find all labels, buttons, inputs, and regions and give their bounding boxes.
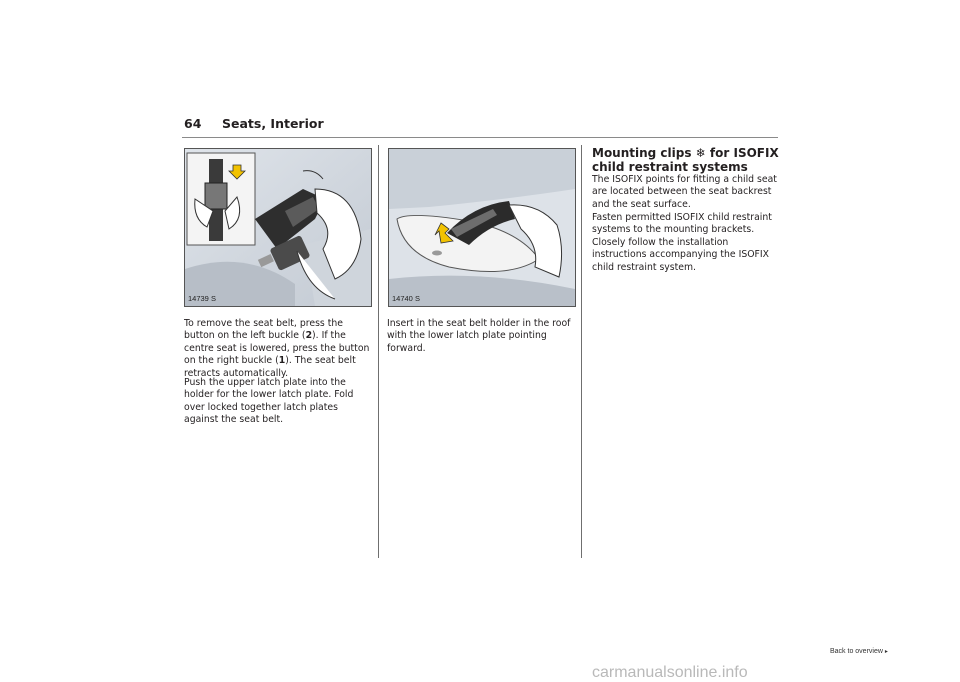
- column-divider-2: [581, 145, 582, 558]
- back-to-overview-label[interactable]: Back to overview: [830, 648, 883, 655]
- seatbelt-buckle-illustration: [185, 149, 371, 306]
- instruction-roof-holder: Insert in the seat belt holder in the roof with the lower latch plate pointing forward.: [387, 318, 571, 354]
- figure-roof-holder: [388, 148, 576, 307]
- watermark: carmanualsonline.info: [592, 664, 748, 681]
- page-number: 64: [184, 116, 202, 131]
- isofix-heading: [592, 147, 782, 174]
- figure-label: 14740 S: [392, 294, 420, 303]
- section-title: Seats, Interior: [222, 116, 324, 131]
- instruction-remove-belt: [184, 318, 374, 380]
- isofix-paragraph-2: Fasten permitted ISOFIX child restraint systems to the mounting brackets.: [592, 212, 772, 236]
- instruction-latch-plate: Push the upper latch plate into the holder for the lower latch plate. Fold over locked together latch plates against the seat belt.: [184, 377, 354, 426]
- isofix-paragraph-3: Closely follow the installation instructions accompanying the ISOFIX child restraint system.: [592, 237, 770, 273]
- roof-holder-illustration: [389, 149, 575, 306]
- text-segment: To remove the seat belt, press the button on the left buckle (: [184, 318, 343, 342]
- heading-text: Mounting clips: [592, 146, 696, 160]
- isofix-paragraph-1: The ISOFIX points for fitting a child seat are located between the seat backrest and the seat surface.: [592, 174, 777, 210]
- heading-text: for ISOFIX child restraint systems: [592, 146, 779, 174]
- header-rule: [182, 137, 778, 138]
- back-to-overview-link[interactable]: [830, 648, 888, 655]
- text-segment: ). The seat belt retracts automatically.: [184, 355, 356, 379]
- buckle-ref-1: 1: [278, 355, 286, 367]
- figure-seatbelt-buckle: [184, 148, 372, 307]
- column-divider-1: [378, 145, 379, 558]
- buckle-ref-2: 2: [305, 330, 313, 342]
- figure-label: 14739 S: [188, 294, 216, 303]
- text-segment: ). If the centre seat is lowered, press the button on the right buckle (: [184, 330, 370, 367]
- arrow-right-icon: ▸: [884, 649, 888, 655]
- optional-equipment-icon: ❄: [695, 146, 706, 160]
